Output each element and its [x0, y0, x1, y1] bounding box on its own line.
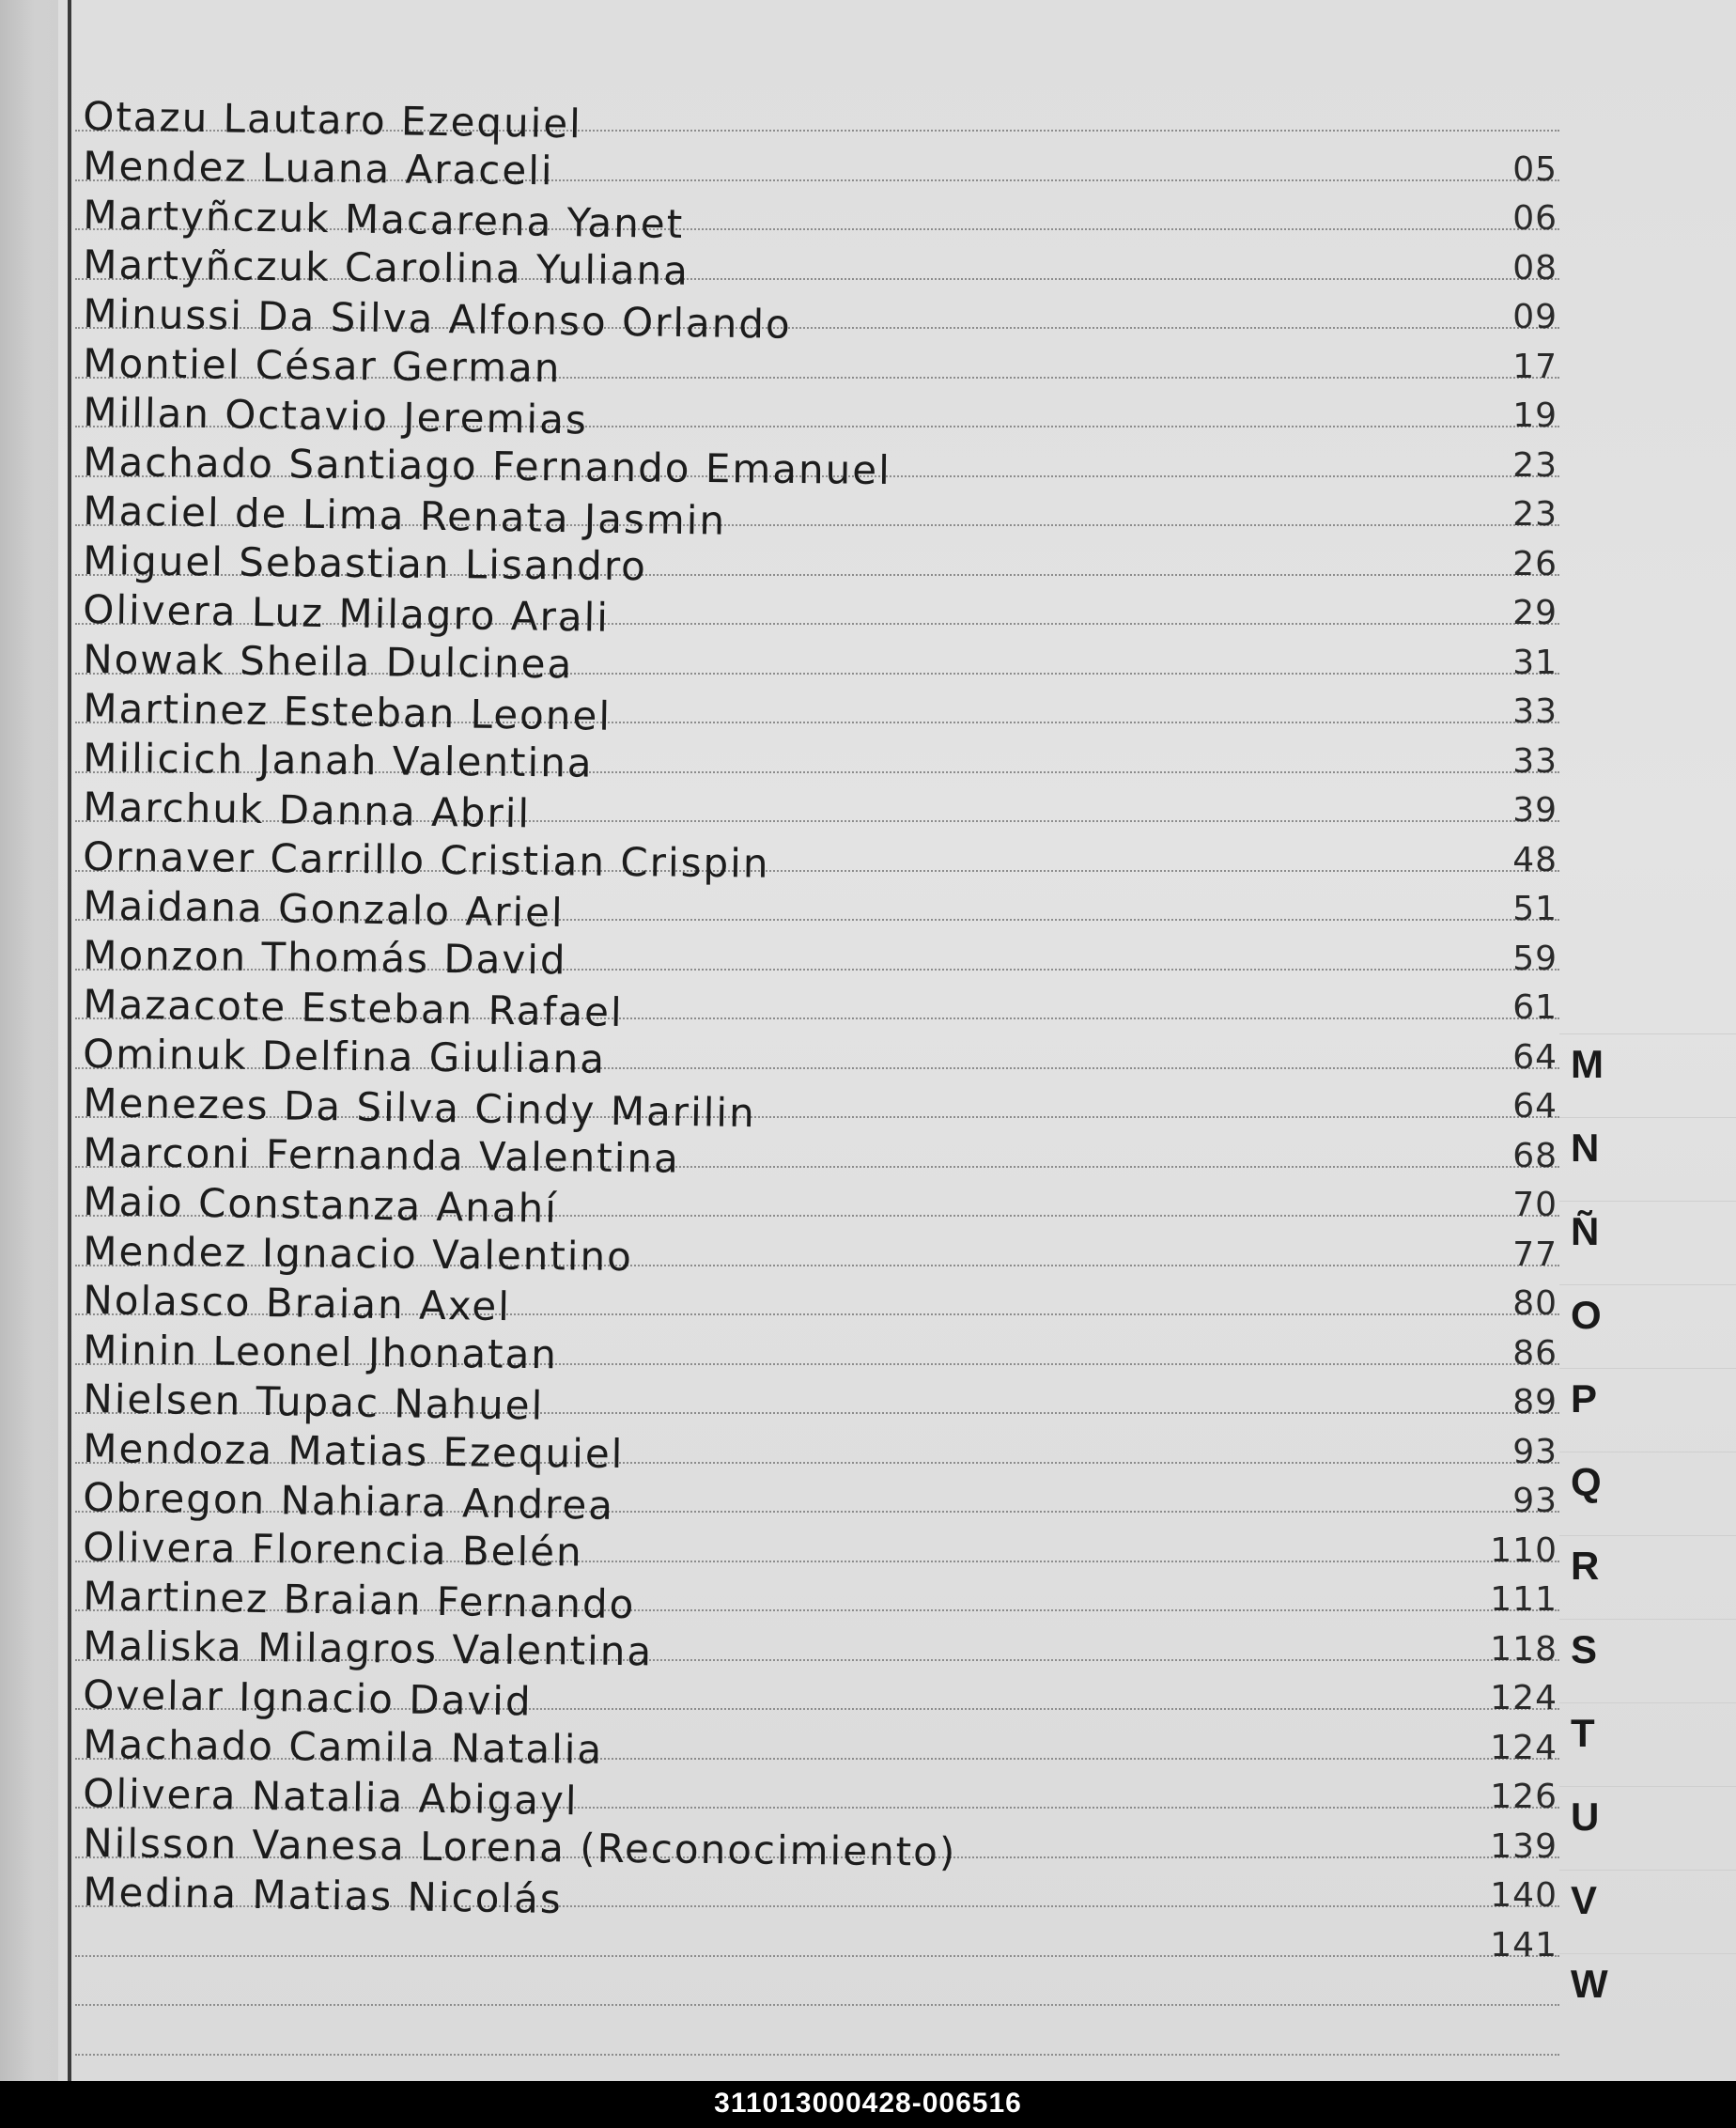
student-name: Martyñczuk Carolina Yuliana [83, 241, 690, 294]
register-row [83, 980, 1558, 1036]
register-row [83, 734, 1558, 786]
alphabet-index-tabs [1559, 1033, 1736, 2081]
entry-number: 64 [1512, 1087, 1558, 1126]
index-tab-letter: U [1571, 1794, 1600, 1839]
student-name: Mendez Luana Araceli [83, 143, 554, 194]
margin-line [68, 0, 71, 2081]
index-tab-letter: T [1571, 1711, 1595, 1755]
entry-number: 68 [1512, 1137, 1558, 1175]
entry-number: 39 [1512, 791, 1558, 830]
student-name: Nowak Sheila Dulcinea [83, 636, 574, 688]
student-name: Montiel César German [83, 340, 562, 392]
student-name: Ornaver Carrillo Cristian Crispin [83, 833, 770, 887]
register-row [83, 191, 1558, 248]
index-tab[interactable] [1559, 1368, 1736, 1452]
student-name: Millan Octavio Jeremias [83, 389, 589, 443]
entry-number: 19 [1512, 396, 1558, 435]
student-name: Martinez Braian Fernando [83, 1573, 636, 1628]
register-row [83, 585, 1558, 641]
entry-number: 26 [1512, 545, 1558, 583]
entry-number: 80 [1512, 1284, 1558, 1323]
index-tab[interactable] [1559, 1117, 1736, 1202]
register-row [83, 684, 1558, 739]
entry-number: 118 [1490, 1630, 1558, 1669]
register-row [83, 536, 1558, 590]
index-tab[interactable] [1559, 1535, 1736, 1620]
student-name: Menezes Da Silva Cindy Marilin [83, 1080, 757, 1137]
index-tab-letter: W [1571, 1962, 1608, 2006]
register-row [83, 438, 1558, 494]
entry-number: 126 [1490, 1778, 1558, 1816]
student-name: Ominuk Delfina Giuliana [83, 1031, 607, 1082]
entry-number: 48 [1512, 841, 1558, 879]
register-row [83, 241, 1558, 294]
register-row [83, 1128, 1558, 1182]
student-name: Martyñczuk Macarena Yanet [83, 192, 685, 248]
register-row [83, 1375, 1558, 1429]
student-name: Minin Leonel Jhonatan [83, 1327, 559, 1378]
student-name: Medina Matias Nicolás [83, 1869, 564, 1923]
register-row [83, 142, 1558, 194]
register-row [83, 635, 1558, 688]
student-name: Machado Camila Natalia [83, 1721, 604, 1773]
entry-number: 09 [1512, 298, 1558, 336]
student-name: Obregon Nahiara Andrea [83, 1474, 615, 1529]
entry-number: 64 [1512, 1038, 1558, 1077]
entry-number: 08 [1512, 249, 1558, 287]
entry-number: 93 [1512, 1433, 1558, 1471]
register-row [83, 1868, 1558, 1923]
index-tab-letter: S [1571, 1627, 1598, 1671]
index-tab[interactable] [1559, 1870, 1736, 1954]
register-row [83, 1177, 1558, 1232]
register-row [83, 1424, 1558, 1478]
register-row [83, 1473, 1558, 1529]
student-name: Nielsen Tupac Nahuel [83, 1375, 545, 1429]
entry-number: 140 [1490, 1876, 1558, 1915]
index-tab[interactable] [1559, 1786, 1736, 1871]
entry-number: 124 [1490, 1729, 1558, 1767]
student-name: Otazu Lautaro Ezequiel [83, 93, 583, 148]
register-row [83, 1030, 1558, 1082]
student-name: Mendez Ignacio Valentino [83, 1228, 634, 1281]
student-name: Olivera Natalia Abigayl [83, 1770, 579, 1825]
document-id: 311013000428-006516 [714, 2088, 1022, 2119]
index-tab-letter: P [1571, 1376, 1598, 1421]
entry-number: 29 [1512, 594, 1558, 632]
register-row [83, 1769, 1558, 1825]
entry-number: 139 [1490, 1827, 1558, 1866]
entry-number: 61 [1512, 988, 1558, 1027]
entry-number: 86 [1512, 1334, 1558, 1373]
student-name: Marchuk Danna Abril [83, 784, 532, 837]
register-row [83, 289, 1558, 348]
student-name: Martinez Esteban Leonel [83, 685, 612, 739]
register-row [83, 1572, 1558, 1628]
entry-number: 17 [1512, 348, 1558, 386]
register-row [83, 931, 1558, 984]
student-name: Maliska Milagros Valentina [83, 1623, 654, 1675]
student-name: Maio Constanza Anahí [83, 1178, 559, 1232]
entry-number: 31 [1512, 644, 1558, 682]
ruled-line [75, 2004, 1559, 2006]
ruled-line [75, 2054, 1559, 2056]
student-name: Monzon Thomás David [83, 932, 567, 984]
index-tab-letter: M [1571, 1042, 1604, 1086]
index-tab-letter: Ñ [1571, 1209, 1600, 1253]
student-name: Maidana Gonzalo Ariel [83, 882, 566, 937]
register-row [83, 1326, 1558, 1378]
register-row [83, 881, 1558, 937]
register-row [83, 1227, 1558, 1281]
student-name: Miguel Sebastian Lisandro [83, 537, 648, 590]
entry-number: 77 [1512, 1235, 1558, 1274]
register-row [83, 487, 1558, 544]
index-tab[interactable] [1559, 1953, 1736, 2038]
entry-number: 70 [1512, 1186, 1558, 1224]
index-tab[interactable] [1559, 1201, 1736, 1285]
entry-number: 33 [1512, 692, 1558, 731]
index-tab-letter: Q [1571, 1460, 1602, 1504]
register-row [83, 1670, 1558, 1725]
index-tab[interactable] [1559, 1284, 1736, 1369]
entry-number: 93 [1512, 1482, 1558, 1520]
student-name: Nilsson Vanesa Lorena (Reconocimiento) [83, 1820, 957, 1875]
entry-number: 59 [1512, 940, 1558, 978]
entry-number: 23 [1512, 495, 1558, 534]
register-row [83, 783, 1558, 837]
entry-number: 111 [1490, 1580, 1558, 1619]
index-tab[interactable] [1559, 1452, 1736, 1536]
student-name: Machado Santiago Fernando Emanuel [83, 439, 892, 494]
register-row [83, 1523, 1558, 1576]
register-row [83, 1276, 1558, 1330]
entry-number: 05 [1512, 150, 1558, 189]
binding-gutter [0, 0, 58, 2081]
student-name: Minussi Da Silva Alfonso Orlando [83, 290, 793, 348]
entry-number: 33 [1512, 742, 1558, 781]
index-tab-letter: O [1571, 1293, 1602, 1337]
index-tab-letter: N [1571, 1126, 1600, 1170]
entry-number: 124 [1490, 1679, 1558, 1717]
entry-number: 51 [1512, 890, 1558, 928]
student-name: Mazacote Esteban Rafael [83, 981, 625, 1036]
register-row [83, 1622, 1558, 1675]
student-name: Olivera Luz Milagro Arali [83, 586, 611, 641]
entry-number: 23 [1512, 446, 1558, 485]
register-row [83, 1720, 1558, 1773]
register-row [83, 92, 1558, 148]
student-name: Marconi Fernanda Valentina [83, 1129, 681, 1182]
index-tab[interactable] [1559, 1702, 1736, 1787]
index-tab[interactable] [1559, 1619, 1736, 1703]
index-tab-letter: R [1571, 1544, 1600, 1588]
student-name: Olivera Florencia Belén [83, 1524, 583, 1576]
student-name: Ovelar Ignacio David [83, 1671, 533, 1725]
entry-number: 89 [1512, 1383, 1558, 1421]
register-row [83, 1918, 1558, 1966]
student-name: Maciel de Lima Renata Jasmin [83, 488, 727, 544]
student-name: Milicich Janah Valentina [83, 735, 594, 786]
index-tab-letter: V [1571, 1878, 1598, 1922]
entry-number: 110 [1490, 1531, 1558, 1570]
register-row [83, 832, 1558, 887]
student-name: Mendoza Matias Ezequiel [83, 1425, 625, 1478]
index-tab[interactable] [1559, 1033, 1736, 1118]
entry-number: 141 [1490, 1926, 1558, 1965]
register-row [83, 339, 1558, 392]
register-row [83, 1079, 1558, 1137]
entry-number: 06 [1512, 199, 1558, 238]
register-row [83, 388, 1558, 443]
register-row [83, 1819, 1558, 1875]
document-footer [0, 2081, 1736, 2128]
student-name: Nolasco Braian Axel [83, 1277, 512, 1330]
